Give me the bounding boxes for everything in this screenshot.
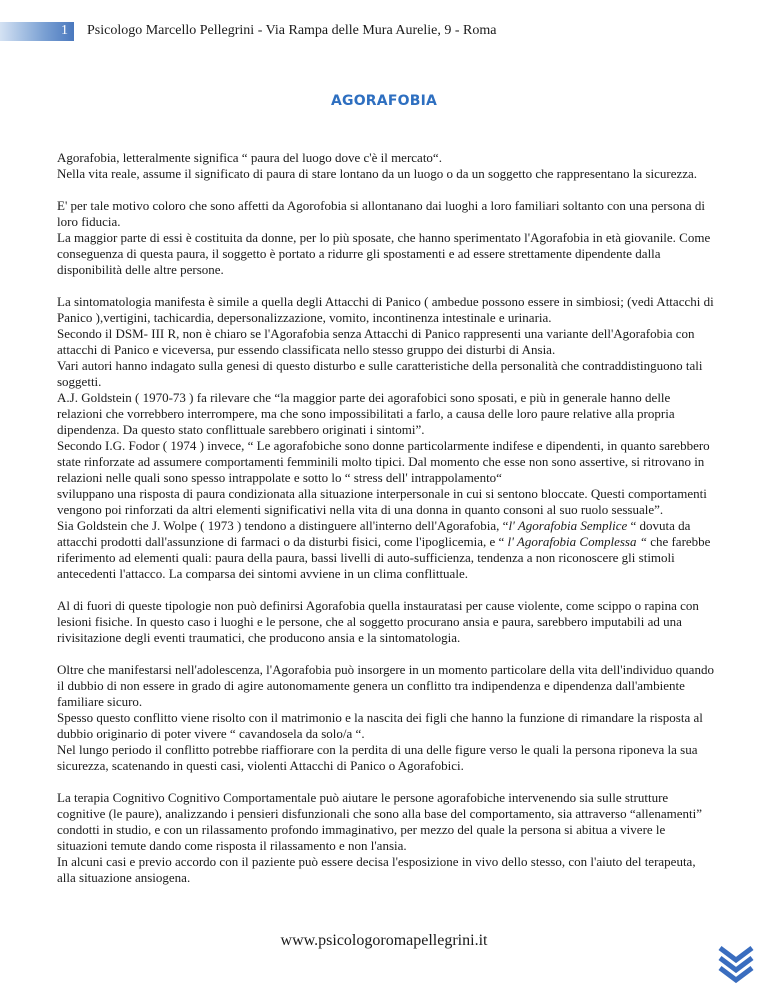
double-chevron-down-icon[interactable] — [716, 944, 756, 984]
wolpe-term-complex: l' Agorafobia Complessa “ — [504, 534, 647, 549]
paragraph-adolescence: Oltre che manifestarsi nell'adolescenza, l'Agorafobia può insorgere in un momento particolare della vita dell'individuo quando il dubbio di non essere in grado di agire autonomamente genera un conflitto tra indipendenza e dipendenza dall'ambiente familiare sicuro. Spesso questo conflitto viene risolto con il matrimonio e la nascita dei figli che hanno la funzione di rimandare la risposta al dubbio originario di poter vivere “ cavandosela da solo/a “. Nel lungo periodo il conflitto potrebbe riaffiorare con la perdita di una delle figure verso le quali la persona riponeva la sua sicurezza, scatenando in questi casi, violenti Attacchi di Panico o Agorafobici. — [57, 662, 714, 773]
wolpe-text-before: Sia Goldstein che J. Wolpe ( 1973 ) tendono a distinguere all'interno dell'Agorafobia, “ — [57, 518, 509, 533]
paragraph-reason: E' per tale motivo coloro che sono affetti da Agorofobia si allontanano dai luoghi a loro familiari soltanto con una persona di loro fiducia. La maggior parte di essi è costituita da donne, per lo più sposate, che hanno sperimentato l'Agorafobia in età giovanile. Come conseguenza di questa paura, il soggetto è portato a ridurre gli spostamenti e ad essere strettamente dipendente dalla disponibilità delle altre persone. — [57, 198, 711, 277]
paragraph-wolpe — [57, 518, 717, 582]
wolpe-text-after: che farebbe riferimento ad elementi quali: paura della paura, bassi livelli di auto-sufficienza, tendenza a non riconoscere gli stimoli antecedenti l'attacco. La comparsa dei sintomi avviene in un clima conflittuale. — [57, 534, 711, 581]
document-body — [57, 150, 717, 902]
wolpe-term-simple: l' Agorafobia Semplice — [508, 518, 628, 533]
paragraph-trauma: Al di fuori di queste tipologie non può definirsi Agorafobia quella instauratasi per cause violente, come scippo o rapina con lesioni fisiche. In questo caso i luoghi e le persone, che al soggetto procurano ansia e paura, sarebbero imputabili ad una rivisitazione degli eventi traumatici, che producono ansia e la sintomatologia. — [57, 598, 699, 645]
page-number-tab — [0, 22, 74, 41]
page-number: 1 — [61, 23, 68, 38]
footer-url: www.psicologoromapellegrini.it — [280, 932, 488, 949]
paragraph-therapy: La terapia Cognitivo Cognitivo Comportamentale può aiutare le persone agorafobiche intervenendo sia sulle strutture cognitive (le paure), analizzando i pensieri disfunzionali che sono alla base del comportamento, sia attraverso “allenamenti” condotti in studio, e con un rilassamento profondo immaginativo, per mezzo del quale la persona si abitua a vivere le situazioni temute dando come risposta il rilassamento e non l'ansia. In alcuni casi e previo accordo con il paziente può essere decisa l'esposizione in vivo dello stesso, con l'aiuto del terapeuta, alla situazione ansiogena. — [57, 790, 703, 885]
header-text: Psicologo Marcello Pellegrini - Via Rampa delle Mura Aurelie, 9 - Roma — [87, 23, 497, 38]
paragraph-intro: Agorafobia, letteralmente significa “ paura del luogo dove c'è il mercato“. Nella vita reale, assume il significato di paura di stare lontano da un luogo o da un soggetto che rappresentano la sicurezza. — [57, 150, 698, 181]
document-title: AGORAFOBIA — [330, 93, 438, 109]
paragraph-symptoms: La sintomatologia manifesta è simile a quella degli Attacchi di Panico ( ambedue possono essere in simbiosi; (vedi Attacchi di Panico ),vertigini, tachicardia, depersonalizzazione, vomito, incontinenza intestinale e urinaria. Secondo il DSM- III R, non è chiaro se l'Agorafobia senza Attacchi di Panico rappresenti una variante dell'Agorafobia con attacchi di Panico e viceversa, pur essendo classificata nello stesso gruppo dei disturbi di Ansia. Vari autori hanno indagato sulla genesi di questo disturbo e sulle caratteristiche della personalità che contraddistinguono tali soggetti. A.J. Goldstein ( 1970-73 ) fa rilevare che “la maggior parte dei agorafobici sono sposati, e più in generale hanno delle relazioni che vorrebbero interrompere, ma che sono impossibilitati a farlo, a causa delle loro paure relative alla propria dipendenza. Da questo stato conflittuale sarebbero originati i sintomi”. Secondo I.G. Fodor ( 1974 ) invece, “ Le agorafobiche sono donne particolarmente indifese e dipendenti, in quanto sarebbero state rinforzate ad assumere comportamenti femminili molto tipici. Dal momento che esse non sono assertive, si ritrovano in relazioni nelle quali sono spesso intrappolate e sotto lo “ stress dell' intrappolamento“ sviluppano una risposta di paura condizionata alla situazione interpersonale in cui si sentono bloccate. Questi comportamenti vengono poi rinforzati da altri elementi significativi nella vita di una donna in quanto consoni al suo ruolo sessuale”. — [57, 294, 714, 517]
wolpe-text-middle: “ dovuta da attacchi prodotti dall'assunzione di farmaci o da disturbi fisici, come l'ipoglicemia, e “ — [57, 518, 691, 549]
